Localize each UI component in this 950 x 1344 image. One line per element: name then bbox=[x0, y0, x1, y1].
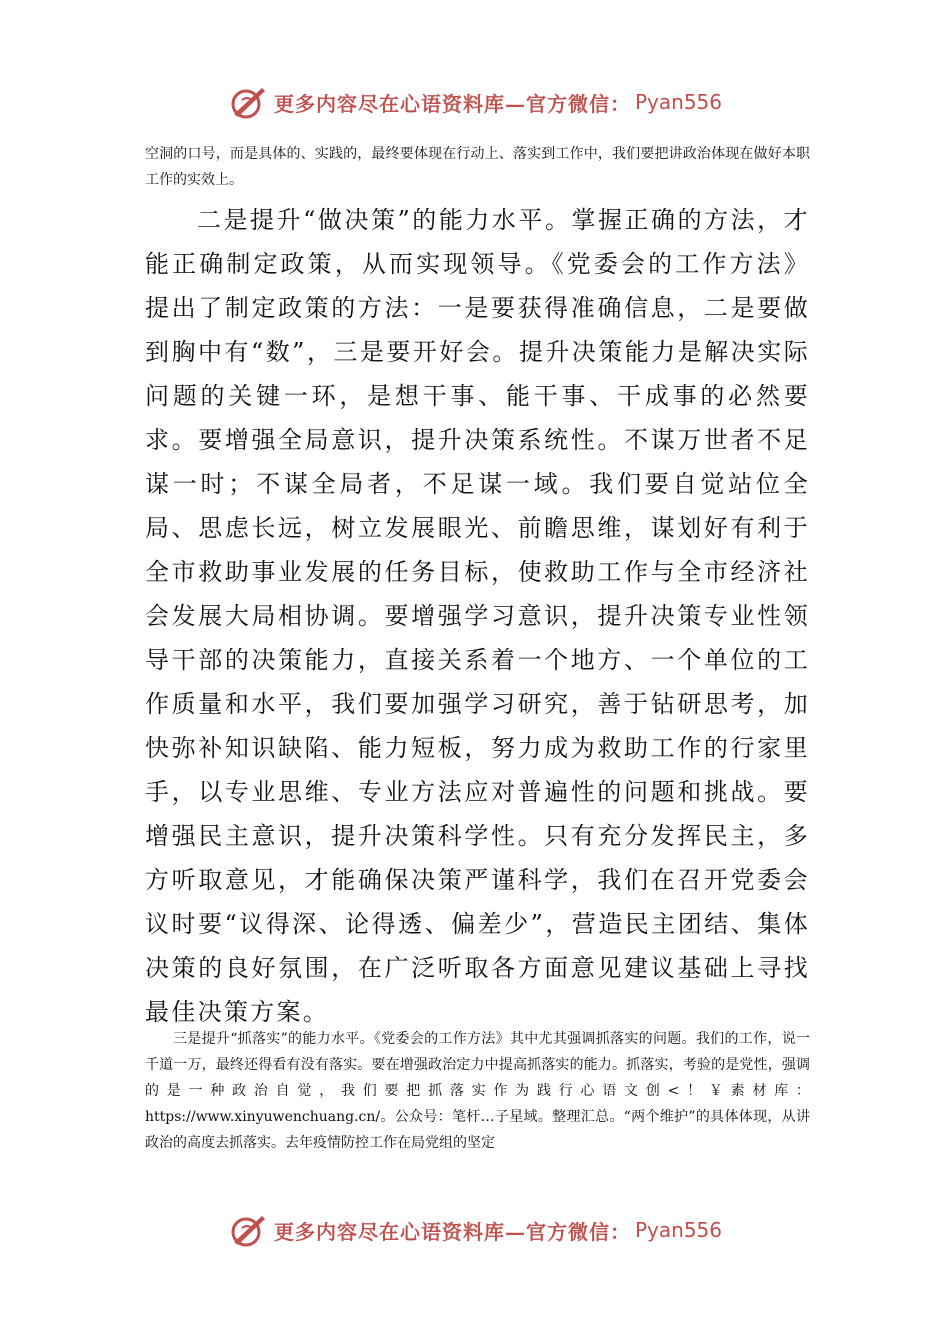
header-wechat-id: Pyan556 bbox=[634, 90, 722, 114]
paragraph-implementation: 三是提升“抓落实”的能力水平。《党委会的工作方法》其中尤其强调抓落实的问题。我们的工作，说一千道一万，最终还得看有没有落实。要在增强政治定力中提高抓落实的能力。抓落实，考验的是党性，强调的是一种政治自觉，我们要把抓落实作为践行心语文创<！￥素材库：https://www.xinyuwenchuang.cn/。公众号：笔杆…子星域。整理汇总。“两个维护”的具体体现，从讲政治的高度去抓落实。去年疫情防控工作在局党组的坚定 bbox=[145, 1031, 810, 1151]
footer-banner bbox=[0, 1202, 950, 1258]
pen-logo-icon bbox=[228, 1210, 268, 1250]
header-banner-text: 更多内容尽在心语资料库—官方微信： bbox=[273, 91, 631, 116]
paragraph-continuation: 空洞的口号，而是具体的、实践的，最终要体现在行动上、落实到工作中，我们要把讲政治体现在做好本职工作的实效上。 bbox=[145, 146, 810, 188]
paragraph-decision-making: 二是提升“做决策”的能力水平。掌握正确的方法，才能正确制定政策，从而实现领导。《党委会的工作方法》提出了制定政策的方法：一是要获得准确信息，二是要做到胸中有“数”，三是要开好会。提升决策能力是解决实际问题的关键一环，是想干事、能干事、干成事的必然要求。要增强全局意识，提升决策系统性。不谋万世者不足谋一时；不谋全局者，不足谋一域。我们要自觉站位全局、思虑长远，树立发展眼光、前瞻思维，谋划好有利于全市救助事业发展的任务目标，使救助工作与全市经济社会发展大局相协调。要增强学习意识，提升决策专业性领导干部的决策能力，直接关系着一个地方、一个单位的工作质量和水平，我们要加强学习研究，善于钻研思考，加快弥补知识缺陷、能力短板，努力成为救助工作的行家里手，以专业思维、专业方法应对普遍性的问题和挑战。要增强民主意识，提升决策科学性。只有充分发挥民主，多方听取意见，才能确保决策严谨科学，我们在召开党委会议时要“议得深、论得透、偏差少”，营造民主团结、集体决策的良好氛围，在广泛听取各方面意见建议基础上寻找最佳决策方案。 bbox=[145, 206, 810, 1026]
footer-banner-text: 更多内容尽在心语资料库—官方微信： bbox=[273, 1219, 631, 1244]
pen-logo-icon bbox=[228, 82, 268, 122]
header-banner bbox=[0, 74, 950, 130]
footer-wechat-id: Pyan556 bbox=[634, 1218, 722, 1242]
